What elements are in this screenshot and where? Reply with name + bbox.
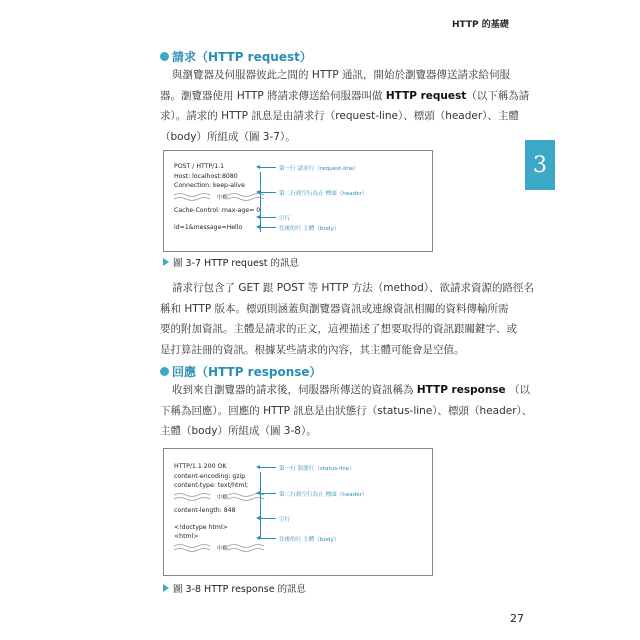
- code-line: Host: localhost:8080: [174, 173, 238, 180]
- annotation: 往後的行 主體（body）: [279, 226, 340, 232]
- para-line: 主體（body）所組成（圖 3-8）。: [160, 425, 317, 437]
- term-http-request: HTTP request: [385, 89, 467, 102]
- annotation: 第二行到空行為止 標頭（header）: [279, 191, 368, 197]
- body-paragraph: [160, 278, 535, 360]
- code-line: POST / HTTP/1.1: [174, 163, 225, 170]
- section-heading-text: 請求（HTTP request）: [172, 50, 312, 64]
- caption-text: 圖 3-7 HTTP request 的訊息: [173, 258, 300, 269]
- omission-label: 中略: [217, 495, 229, 501]
- section1-paragraph: [160, 65, 530, 147]
- para-line: [160, 86, 530, 107]
- code-line: HTTP/1.1 200 OK: [174, 463, 227, 470]
- bracket-line: [260, 172, 261, 232]
- figure-http-request: [163, 150, 433, 252]
- section-heading-response: [160, 363, 322, 380]
- code-line: Connection: keep-alive: [174, 182, 245, 189]
- page-number: 27: [510, 612, 524, 625]
- code-line: Cache-Control: max-age= 0: [174, 207, 261, 214]
- para-line: 求）。請求的 HTTP 訊息是由請求行（request-line）、標頭（header）、主體: [160, 110, 519, 122]
- code-line: <html>: [174, 533, 199, 540]
- code-line: content-type: text/html;: [174, 482, 249, 489]
- code-line: content-length: 848: [174, 507, 236, 514]
- para-line: 請求行包含了 GET 跟 POST 等 HTTP 方法（method）、欲請求資源的路徑名: [172, 282, 535, 294]
- section-heading-request: [160, 48, 312, 65]
- arrow-left-icon: [260, 192, 276, 193]
- para-line: 下稱為回應）。回應的 HTTP 訊息是由狀態行（status-line）、標頭（header）、: [160, 404, 533, 417]
- chapter-tab: 3: [525, 140, 555, 190]
- arrow-left-icon: [260, 493, 276, 494]
- para-text: （以: [509, 384, 531, 396]
- arrow-left-icon: [260, 518, 276, 519]
- arrow-left-icon: [260, 167, 276, 168]
- annotation: 往後的行 主體（body）: [279, 537, 340, 543]
- figure-caption: [163, 255, 299, 269]
- bracket-line: [260, 472, 261, 538]
- caption-triangle-icon: [163, 584, 169, 592]
- section2-paragraph: [160, 380, 533, 442]
- omission-label: 中略: [217, 546, 229, 552]
- code-line: id=1&message=Hello: [174, 224, 243, 231]
- annotation: 空行: [279, 517, 291, 523]
- bullet-dot-icon: [160, 52, 169, 61]
- para-text: 收到來自瀏覽器的請求後，伺服器所傳送的資訊稱為: [172, 384, 414, 396]
- para-line: （body）所組成（圖 3-7）。: [160, 130, 296, 143]
- code-line: <!doctype html>: [174, 524, 228, 531]
- arrow-left-icon: [260, 538, 276, 539]
- caption-triangle-icon: [163, 258, 169, 266]
- para-line: 稱和 HTTP 版本。標頭則涵蓋與瀏覽器資訊或連線資訊相關的資料傳輸所需: [160, 302, 509, 315]
- annotation: 第二行到空行為止 標頭（header）: [279, 492, 368, 498]
- omission-label: 中略: [217, 195, 229, 201]
- caption-text: 圖 3-8 HTTP response 的訊息: [173, 584, 307, 595]
- para-line: 與瀏覽器及伺服器彼此之間的 HTTP 通訊，開始於瀏覽器傳送請求給伺服: [172, 69, 511, 81]
- figure-http-response: [163, 448, 433, 576]
- para-line: 要的附加資訊。主體是請求的正文，這裡描述了想要取得的資訊跟關鍵字、或: [160, 323, 517, 335]
- section-heading-text: 回應（HTTP response）: [172, 365, 322, 379]
- arrow-left-icon: [260, 467, 276, 468]
- arrow-left-icon: [260, 227, 276, 228]
- annotation: 第一行 狀態行（status-line）: [279, 466, 355, 472]
- figure-caption: [163, 581, 306, 595]
- arrow-left-icon: [260, 217, 276, 218]
- para-line: 是打算註冊的資訊。根據某些請求的內容，其主體可能會是空值。: [160, 343, 465, 356]
- annotation: 第一行 請求行（request-line）: [279, 166, 359, 172]
- annotation: 空行: [279, 216, 291, 222]
- para-line: [160, 380, 531, 401]
- para-text: （以下稱為請: [466, 89, 530, 102]
- bullet-dot-icon: [160, 367, 169, 376]
- running-head: HTTP 的基礎: [452, 20, 509, 30]
- para-text: 器。瀏覽器使用 HTTP 將請求傳送給伺服器叫做: [160, 89, 383, 102]
- code-line: content-encoding: gzip: [174, 473, 246, 480]
- term-http-response: HTTP response: [416, 384, 506, 396]
